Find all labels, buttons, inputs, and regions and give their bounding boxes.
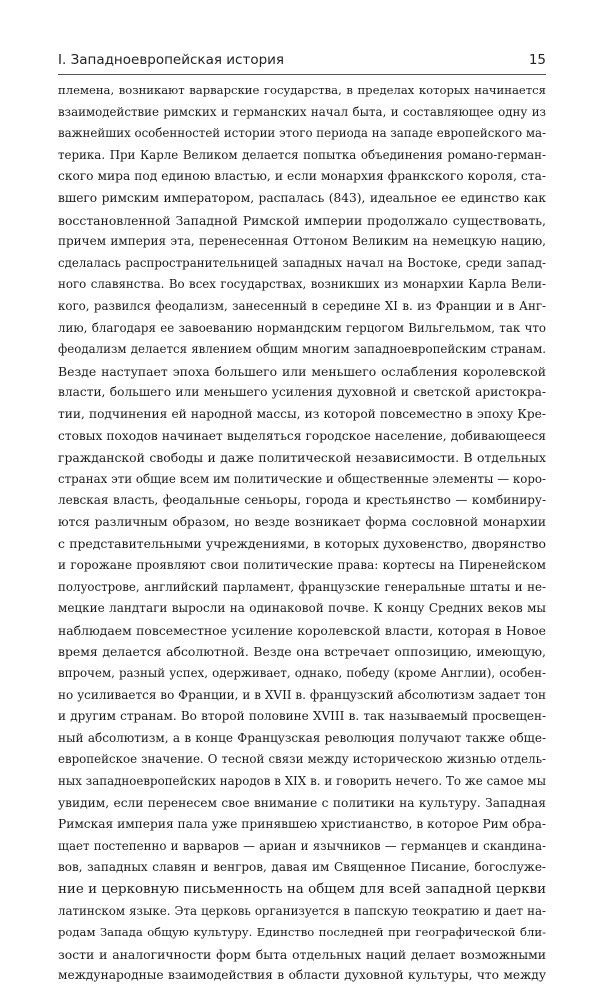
body-text [58,80,546,987]
text-line: ных западноевропейских народов в XIX в. и говорить нечего. То же самое мы [58,774,546,788]
text-line: международные взаимодействия в области духовной культуры, что между [58,968,546,983]
text-line: власти, большего или меньшего усиления духовной и светской аристокра- [58,385,546,400]
text-line: ный абсолютизм, а в конце Французская революция получают также обще- [58,730,546,745]
text-line: наблюдаем повсеместное усиление королевской власти, которая в Новое [58,622,546,638]
text-line: полуострове, английский парламент, французские генеральные штаты и не- [58,579,546,594]
text-line: и другим странам. Во второй половине XVIII в. так называемый просвещен- [58,709,546,724]
text-line: увидим, если перенесем свое внимание с политики на культуру. Западная [58,795,546,810]
text-line: мецкие ландтаги выросли на одинаковой почве. К концу Средних веков мы [58,601,546,616]
running-header-section-title: I. Западноевропейская история [58,52,285,68]
text-line: европейское значение. О тесной связи между историческою жизнью отдель- [58,752,546,767]
text-line: важнейших особенностей истории этого периода на западе европейского ма- [58,126,546,141]
text-line: стовых походов начинает выделяться городское население, добивающееся [58,428,546,443]
text-line: восстановленной Западной Римской империи продолжало существовать, [58,212,546,228]
text-line: латинском языке. Эта церковь организуется в папскую теократию и дает на- [58,903,546,918]
text-line: вшего римским императором, распалась (843), идеальное ее единство как [58,190,546,205]
text-line: кого, развился феодализм, занесенный в середине XI в. из Франции и в Анг- [58,298,546,313]
header-divider [58,74,546,75]
text-line: гражданской свободы и даже политической независимости. В отдельных [58,450,546,466]
text-line: лию, благодаря ее завоеванию нормандским герцогом Вильгельмом, так что [58,320,546,335]
text-line: родам Запада общую культуру. Единство последней при географической бли- [58,925,546,940]
text-line: Римская империя пала уже принявшею христианство, в которое Рим обра- [58,817,546,832]
text-line: племена, возникают варварские государства, в пределах которых начинается [58,83,546,97]
running-header [58,52,546,74]
text-line: щает постепенно и варваров — ариан и язычников — германцев и скандина- [58,838,546,853]
text-line: Везде наступает эпоха большего или меньшего ослабления королевской [58,363,546,379]
text-line: ного славянства. Во всех государствах, возникших из монархии Карла Вели- [58,277,546,292]
page-number: 15 [528,52,546,68]
text-line: с представительными учреждениями, в которых духовенство, дворянство [58,536,546,552]
text-line: ются различным образом, но везде возникает форма сословной монархии [58,514,546,529]
text-line: впрочем, разный успех, одерживает, однако, победу (кроме Англии), особен- [58,666,546,681]
text-line: вов, западных славян и венгров, давая им Священное Писание, богослуже- [58,860,546,875]
text-line: зости и аналогичности форм быта отдельных наций делает возможными [58,946,546,962]
text-line: терика. При Карле Великом делается попытка объединения романо-герман- [58,147,546,162]
text-line: ского мира под единою властью, и если монархия франкского короля, ста- [58,169,546,184]
text-line: сделалась распространительницей западных начал на Востоке, среди запад- [58,255,546,270]
text-line: время делается абсолютной. Везде она встречает оппозицию, имеющую, [58,644,546,660]
text-line: тии, подчинения ей народной массы, из которой повсеместно в эпоху Кре- [58,406,546,421]
text-line: и горожане проявляют свои политические права: кортесы на Пиренейском [58,558,546,573]
text-line: причем империя эта, перенесенная Оттоном Великим на немецкую нацию, [58,234,546,249]
text-line: левская власть, феодальные сеньоры, города и крестьянство — комбиниру- [58,493,546,508]
text-line: странах эти общие всем им политические и общественные элементы — коро- [58,471,546,486]
text-line: взаимодействие римских и германских начал быта, и составляющее одну из [58,104,546,119]
text-line: феодализм делается явлением общим многим западноевропейским странам. [58,342,546,357]
text-line: ние и церковную письменность на общем для всей западной церкви [58,881,546,897]
text-line: но усиливается во Франции, и в XVII в. французский абсолютизм задает тон [58,687,546,702]
